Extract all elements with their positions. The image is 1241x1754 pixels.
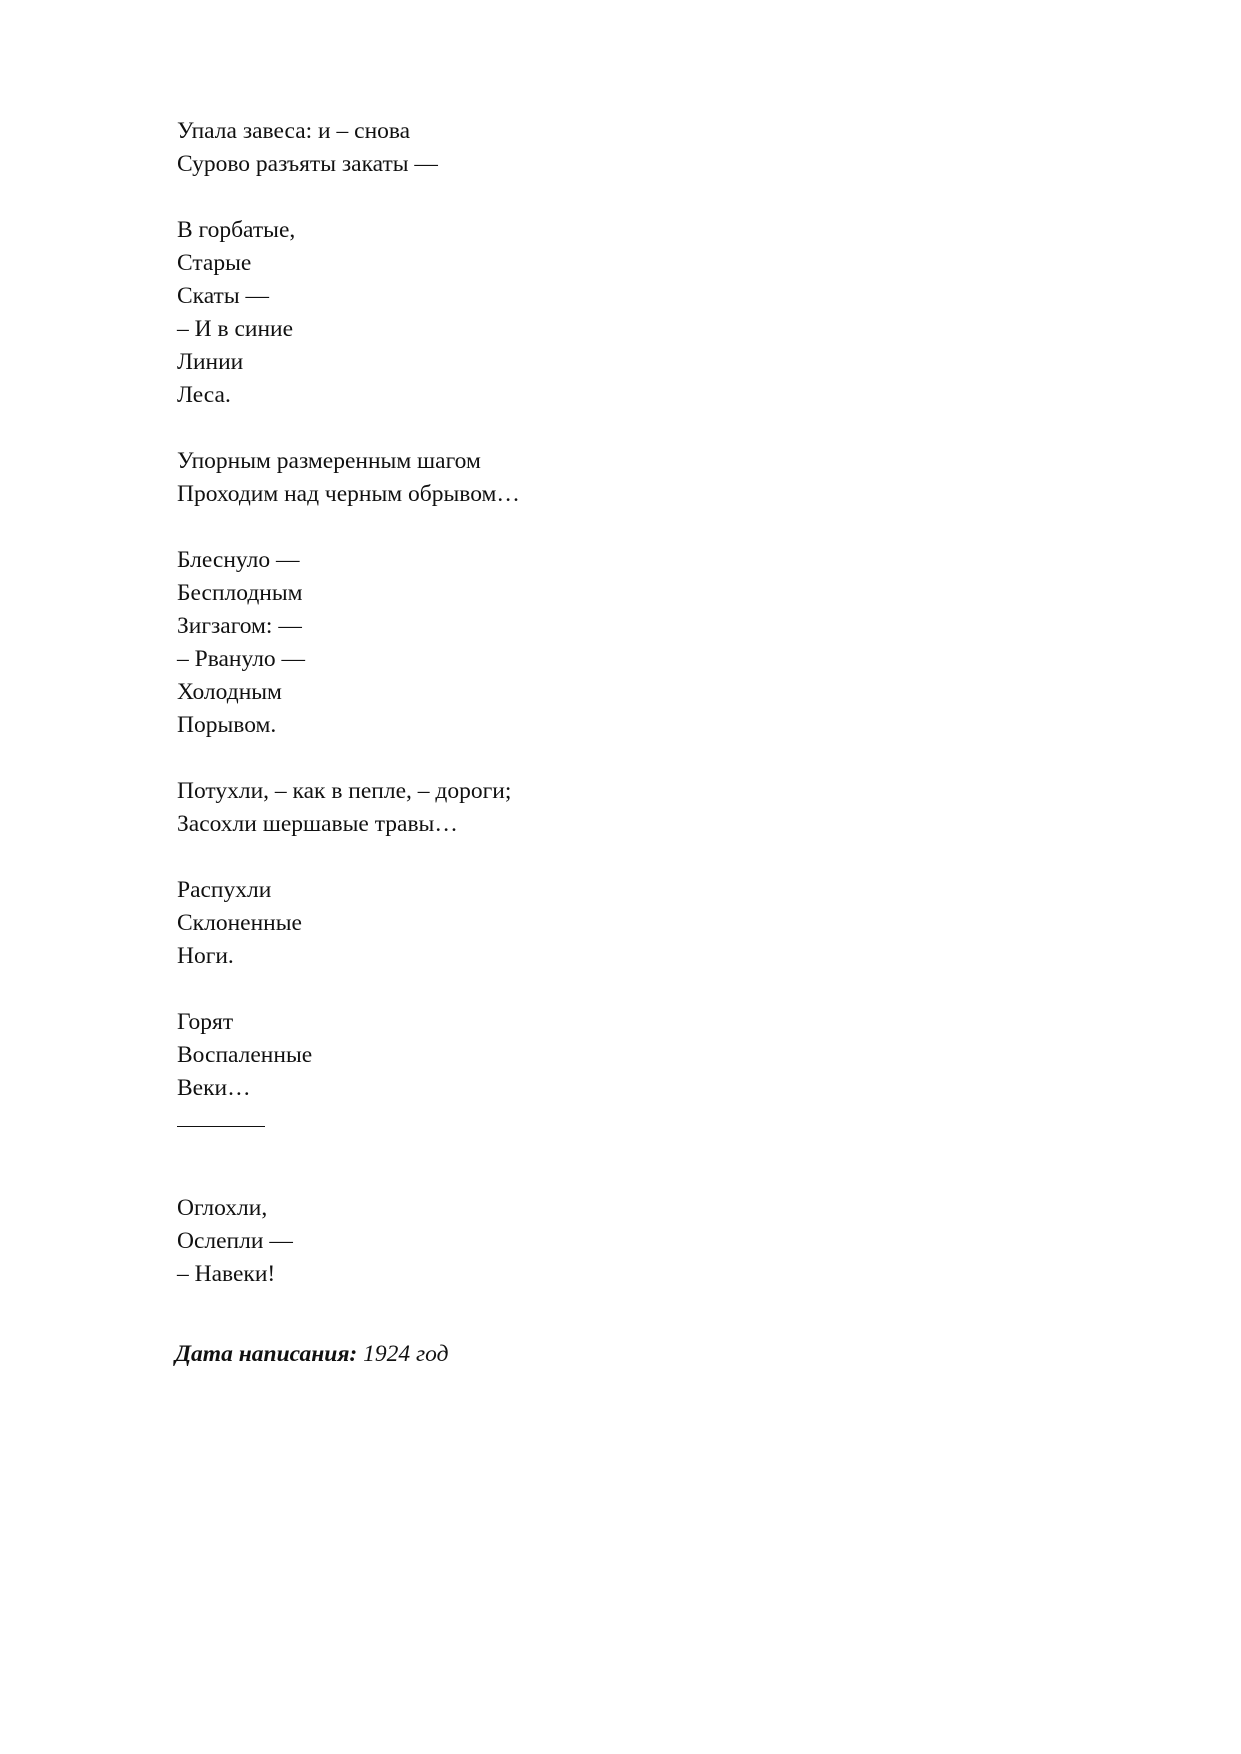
- stanza-6: [177, 874, 1077, 973]
- date-value: 1924 год: [357, 1341, 449, 1367]
- poem-line: Линии: [177, 349, 244, 375]
- poem-line: Ноги.: [177, 943, 234, 969]
- poem-line: Блеснуло —: [177, 547, 300, 573]
- poem-line: Веки…: [177, 1075, 251, 1101]
- poem-line: Воспаленные: [177, 1042, 313, 1068]
- poem-line: – И в синие: [177, 316, 294, 342]
- poem-line: Сурово разъяты закаты —: [177, 151, 438, 177]
- stanza-5: [177, 775, 1077, 841]
- poem-line: Ослепли —: [177, 1228, 293, 1254]
- poem-line: – Навеки!: [177, 1261, 276, 1287]
- poem-line: Засохли шершавые травы…: [177, 811, 458, 837]
- separator-block: [177, 1126, 1077, 1159]
- poem-line: Горят: [177, 1009, 234, 1035]
- poem-line: Леса.: [177, 382, 231, 408]
- poem-line: Распухли: [177, 877, 272, 903]
- poem-line: Упала завеса: и – снова: [177, 118, 411, 144]
- stanza-7: [177, 1006, 1077, 1105]
- poem-line: Оглохли,: [177, 1195, 268, 1221]
- stanza-8: [177, 1192, 1077, 1291]
- poem-body: [177, 115, 1077, 1324]
- poem-line: – Рвануло —: [177, 646, 306, 672]
- poem-line: Склоненные: [177, 910, 302, 936]
- stanza-3: [177, 445, 1077, 511]
- poem-line: Скаты —: [177, 283, 269, 309]
- stanza-1: [177, 115, 1077, 181]
- poem-line: Упорным размеренным шагом: [177, 448, 481, 474]
- date-label: Дата написания:: [175, 1341, 358, 1367]
- horizontal-rule: [177, 1126, 265, 1127]
- poem-line: Старые: [177, 250, 252, 276]
- stanza-4: [177, 544, 1077, 742]
- date-of-writing: [175, 1338, 449, 1371]
- poem-line: В горбатые,: [177, 217, 296, 243]
- poem-line: Зигзагом: —: [177, 613, 302, 639]
- poem-line: Порывом.: [177, 712, 277, 738]
- poem-line: Холодным: [177, 679, 282, 705]
- poem-line: Бесплодным: [177, 580, 303, 606]
- stanza-2: [177, 214, 1077, 412]
- poem-line: Проходим над черным обрывом…: [177, 481, 520, 507]
- poem-line: Потухли, – как в пепле, – дороги;: [177, 778, 512, 804]
